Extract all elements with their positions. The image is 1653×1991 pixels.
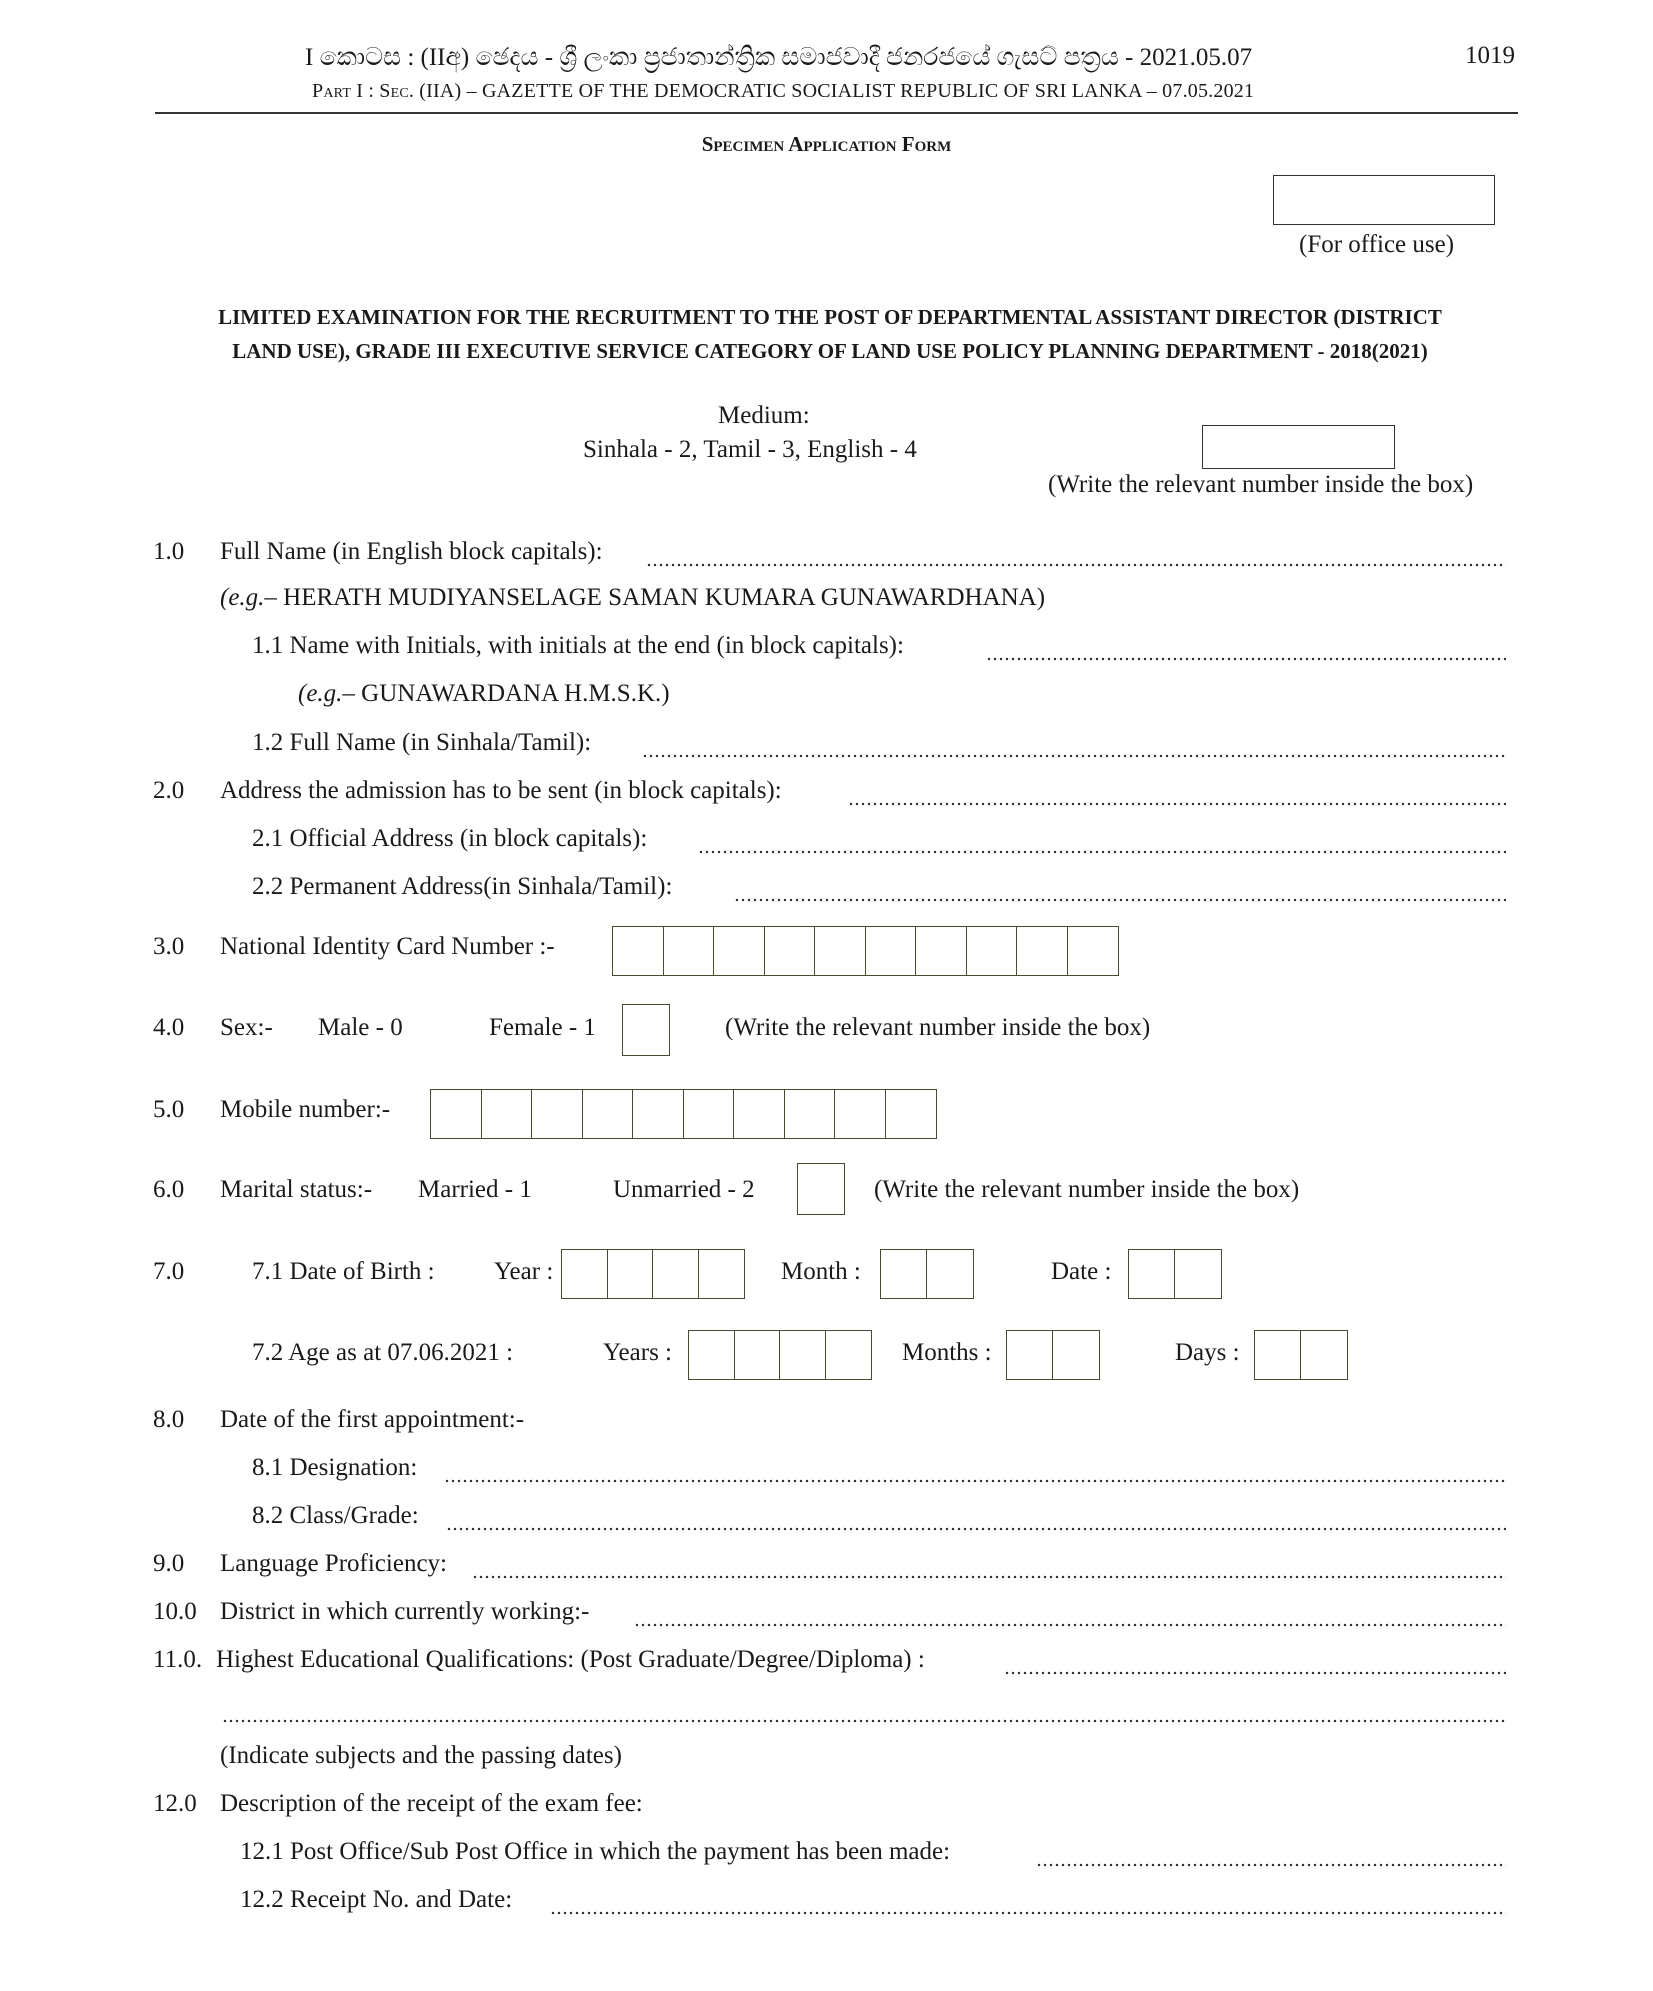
office-use-box[interactable] xyxy=(1273,175,1495,225)
age-years-label: Years : xyxy=(603,1339,672,1366)
dob-month-label: Month : xyxy=(781,1258,861,1285)
receipt-label: 12.2 Receipt No. and Date: xyxy=(240,1886,513,1913)
item-number: 10.0 xyxy=(153,1598,197,1625)
age-days-grid[interactable] xyxy=(1254,1330,1348,1380)
initials-name-label: 1.1 Name with Initials, with initials at the end (in block capitals): xyxy=(252,632,904,659)
item-number: 11.0. xyxy=(153,1646,203,1673)
marital-label: Marital status:- xyxy=(220,1176,373,1203)
full-name-example xyxy=(220,584,1045,612)
sex-box[interactable] xyxy=(622,1004,670,1056)
language-field[interactable] xyxy=(472,1554,1506,1579)
marital-married-option: Married - 1 xyxy=(418,1176,532,1203)
medium-box[interactable] xyxy=(1202,425,1395,469)
qualifications-label: Highest Educational Qualifications: (Post Graduate/Degree/Diploma) : xyxy=(216,1646,925,1673)
age-months-grid[interactable] xyxy=(1006,1330,1100,1380)
sex-male-option: Male - 0 xyxy=(318,1014,403,1041)
mobile-label: Mobile number:- xyxy=(220,1096,391,1123)
nic-input-grid[interactable] xyxy=(612,926,1119,976)
sex-label: Sex:- xyxy=(220,1014,273,1041)
item-number: 8.0 xyxy=(153,1406,185,1433)
age-months-label: Months : xyxy=(902,1339,992,1366)
digit-cell[interactable] xyxy=(735,1331,781,1379)
digit-cell[interactable] xyxy=(1129,1250,1175,1298)
digit-cell[interactable] xyxy=(532,1090,583,1138)
digit-cell[interactable] xyxy=(1255,1331,1301,1379)
class-grade-label: 8.2 Class/Grade: xyxy=(252,1502,419,1529)
digit-cell[interactable] xyxy=(1007,1331,1053,1379)
item-number: 6.0 xyxy=(153,1176,185,1203)
digit-cell[interactable] xyxy=(699,1250,745,1298)
digit-cell[interactable] xyxy=(482,1090,533,1138)
item-number: 3.0 xyxy=(153,933,185,960)
digit-cell[interactable] xyxy=(1053,1331,1099,1379)
full-name-field[interactable] xyxy=(646,542,1506,567)
digit-cell[interactable] xyxy=(1301,1331,1347,1379)
header-rule xyxy=(155,112,1518,114)
digit-cell[interactable] xyxy=(826,1331,872,1379)
digit-cell[interactable] xyxy=(967,927,1018,975)
age-days-label: Days : xyxy=(1175,1339,1240,1366)
official-address-label: 2.1 Official Address (in block capitals): xyxy=(252,825,648,852)
admission-address-label: Address the admission has to be sent (in block capitals): xyxy=(220,777,782,804)
example-prefix: (e.g.– xyxy=(298,680,362,707)
sex-instruction: (Write the relevant number inside the box) xyxy=(725,1014,1151,1041)
example-text: GUNAWARDANA H.M.S.K.) xyxy=(361,680,670,707)
district-field[interactable] xyxy=(634,1602,1506,1627)
digit-cell[interactable] xyxy=(1068,927,1119,975)
permanent-address-field[interactable] xyxy=(734,877,1506,902)
marital-instruction: (Write the relevant number inside the box) xyxy=(874,1176,1300,1203)
digit-cell[interactable] xyxy=(866,927,917,975)
digit-cell[interactable] xyxy=(1017,927,1068,975)
medium-options: Sinhala - 2, Tamil - 3, English - 4 xyxy=(583,436,917,463)
digit-cell[interactable] xyxy=(835,1090,886,1138)
receipt-field[interactable] xyxy=(550,1890,1506,1915)
initials-example xyxy=(298,680,670,708)
official-address-field[interactable] xyxy=(698,829,1506,854)
district-label: District in which currently working:- xyxy=(220,1598,590,1625)
digit-cell[interactable] xyxy=(608,1250,654,1298)
item-number: 1.0 xyxy=(153,538,185,565)
medium-instruction: (Write the relevant number inside the box) xyxy=(1048,471,1474,498)
full-name-label: Full Name (in English block capitals): xyxy=(220,538,603,565)
exam-title-line1: LIMITED EXAMINATION FOR THE RECRUITMENT TO THE POST OF DEPARTMENTAL ASSISTANT DIRECTOR (DISTRICT xyxy=(218,305,1442,329)
digit-cell[interactable] xyxy=(689,1331,735,1379)
post-office-field[interactable] xyxy=(1036,1842,1506,1867)
office-use-label: (For office use) xyxy=(1299,231,1455,258)
marital-unmarried-option: Unmarried - 2 xyxy=(613,1176,755,1203)
dob-year-label: Year : xyxy=(494,1258,554,1285)
sex-female-option: Female - 1 xyxy=(489,1014,596,1041)
page-number: 1019 xyxy=(1465,42,1515,69)
digit-cell[interactable] xyxy=(916,927,967,975)
item-number: 5.0 xyxy=(153,1096,185,1123)
digit-cell[interactable] xyxy=(886,1090,937,1138)
header-sinhala-line: I කොටස : (IIඅ) ඡෙදය - ශ්‍රී ලංකා ප්‍රජාතාන්ත්‍රික සමාජවාදී ජනරජයේ ගැසට් පත්‍රය - 2021.05.07 xyxy=(305,44,1253,71)
item-number: 12.0 xyxy=(153,1790,197,1817)
digit-cell[interactable] xyxy=(765,927,816,975)
medium-label: Medium: xyxy=(718,402,810,429)
dob-date-label: Date : xyxy=(1051,1258,1112,1285)
language-label: Language Proficiency: xyxy=(220,1550,447,1577)
qualifications-field-line2[interactable] xyxy=(222,1698,1506,1723)
age-label: 7.2 Age as at 07.06.2021 : xyxy=(252,1339,514,1366)
digit-cell[interactable] xyxy=(1175,1250,1221,1298)
class-grade-field[interactable] xyxy=(446,1506,1506,1531)
digit-cell[interactable] xyxy=(684,1090,735,1138)
qualifications-note: (Indicate subjects and the passing dates) xyxy=(220,1742,622,1769)
full-name-sinhala-label: 1.2 Full Name (in Sinhala/Tamil): xyxy=(252,729,592,756)
digit-cell[interactable] xyxy=(653,1250,699,1298)
exam-title-line2: LAND USE), GRADE III EXECUTIVE SERVICE CATEGORY OF LAND USE POLICY PLANNING DEPARTMENT - 2018(2021) xyxy=(232,339,1428,363)
dob-year-grid[interactable] xyxy=(561,1249,745,1299)
digit-cell[interactable] xyxy=(815,927,866,975)
item-number: 9.0 xyxy=(153,1550,185,1577)
digit-cell[interactable] xyxy=(881,1250,927,1298)
example-prefix: (e.g.– xyxy=(220,584,284,611)
designation-field[interactable] xyxy=(444,1458,1506,1483)
dob-label: 7.1 Date of Birth : xyxy=(252,1258,435,1285)
digit-cell[interactable] xyxy=(780,1331,826,1379)
admission-address-field[interactable] xyxy=(848,781,1506,806)
digit-cell[interactable] xyxy=(785,1090,836,1138)
digit-cell[interactable] xyxy=(664,927,715,975)
age-years-grid[interactable] xyxy=(688,1330,872,1380)
digit-cell[interactable] xyxy=(613,927,664,975)
permanent-address-label: 2.2 Permanent Address(in Sinhala/Tamil): xyxy=(252,873,673,900)
nic-label: National Identity Card Number :- xyxy=(220,933,555,960)
exam-fee-label: Description of the receipt of the exam fee: xyxy=(220,1790,643,1817)
first-appointment-label: Date of the first appointment:- xyxy=(220,1406,525,1433)
post-office-label: 12.1 Post Office/Sub Post Office in which the payment has been made: xyxy=(240,1838,951,1865)
item-number: 7.0 xyxy=(153,1258,185,1285)
designation-label: 8.1 Designation: xyxy=(252,1454,418,1481)
item-number: 2.0 xyxy=(153,777,185,804)
digit-cell[interactable] xyxy=(927,1250,973,1298)
digit-cell[interactable] xyxy=(431,1090,482,1138)
initials-name-field[interactable] xyxy=(986,636,1506,661)
digit-cell[interactable] xyxy=(633,1090,684,1138)
marital-box[interactable] xyxy=(797,1163,845,1215)
mobile-input-grid[interactable] xyxy=(430,1089,937,1139)
dob-month-grid[interactable] xyxy=(880,1249,974,1299)
item-number: 4.0 xyxy=(153,1014,185,1041)
full-name-sinhala-field[interactable] xyxy=(642,733,1506,758)
dob-date-grid[interactable] xyxy=(1128,1249,1222,1299)
digit-cell[interactable] xyxy=(734,1090,785,1138)
qualifications-field[interactable] xyxy=(1004,1650,1506,1675)
header-english-line: Part I : Sec. (IIA) – GAZETTE OF THE DEMOCRATIC SOCIALIST REPUBLIC OF SRI LANKA – 07.05.2021 xyxy=(312,80,1255,102)
form-title: Specimen Application Form xyxy=(701,132,952,156)
digit-cell[interactable] xyxy=(583,1090,634,1138)
example-text: HERATH MUDIYANSELAGE SAMAN KUMARA GUNAWARDHANA) xyxy=(283,584,1046,611)
digit-cell[interactable] xyxy=(714,927,765,975)
digit-cell[interactable] xyxy=(562,1250,608,1298)
